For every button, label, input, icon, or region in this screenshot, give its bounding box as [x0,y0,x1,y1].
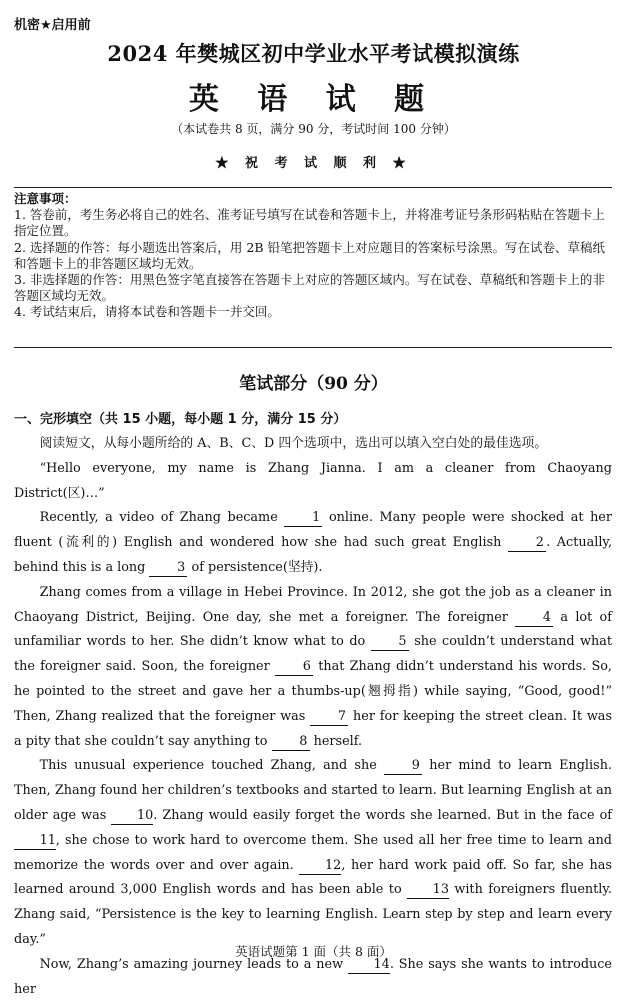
notes-heading: 注意事项： [14,191,77,206]
passage-text: that Zhang didn’t understand his words. So, he pointed to the street and gave her a thumbs-up(翘拇指) while saying, “Good, good!” Then, Zhang realized that the foreigner was [14,659,613,724]
passage-text: with foreigners fluently. Zhang said, “Persistence is the key to learning English. Learn step by step and learn every day.” [14,882,612,947]
passage [14,432,612,1002]
passage-text: This unusual experience touched Zhang, and she [39,758,377,774]
passage-text: Recently, a video of Zhang became [39,510,278,526]
blank-3: 3 [149,560,187,577]
passage-paragraph [14,953,612,1002]
blank-4: 4 [515,610,553,627]
note-item: 3. 非选择题的作答：用黑色签字笔直接答在答题卡上对应的答题区域内。写在试卷、草稿纸和答题卡上的非答题区域均无效。 [14,272,605,304]
blank-8: 8 [272,734,310,751]
passage-text: , her hard work paid off. So far, she has learned around 3,000 English words and has been able to [14,857,612,898]
passage-text: online. Many people were shocked at her fluent (流利的) English and wondered how she had such great English [14,510,612,551]
blank-12: 12 [299,858,341,875]
note-item: 1. 答卷前，考生务必将自己的姓名、准考证号填写在试卷和答题卡上，并将准考证号条形码粘贴在答题卡上指定位置。 [14,207,605,239]
note-item: 4. 考试结束后，请将本试卷和答题卡一并交回。 [14,304,280,320]
passage-text: herself. [313,733,363,749]
passage-text: she couldn’t understand what the foreigner said. Soon, the foreigner [14,634,612,675]
subject-title: 英 语 试 题 [188,82,439,117]
passage-text: Now, Zhang’s amazing journey leads to a new [39,956,344,972]
part-title: 一、完形填空（共 15 小题，每小题 1 分，满分 15 分） [14,412,347,427]
passage-text: Zhang comes from a village in Hebei Province. In 2012, she got the job as a cleaner in Chaoyang District, Beijing. One day, she met a foreigner. The foreigner [14,584,612,625]
passage-text: . She says she wants to introduce her [14,956,612,997]
passage-text: her for keeping the street clean. It was a pity that she couldn’t say anything to [14,708,613,749]
good-luck-wish: ★ 祝 考 试 顺 利 ★ [215,156,412,171]
blank-10: 10 [111,808,153,825]
passage-text: . Zhang would easily forget the words she learned. But in the face of [153,807,613,823]
passage-paragraph: “Hello everyone, my name is Zhang Jianna. I am a cleaner from Chaoyang District(区)…” [14,460,612,501]
note-item: 2. 选择题的作答：每小题选出答案后，用 2B 铅笔把答题卡上对应题目的答案标号涂黑。写在试卷、草稿纸和答题卡上的非答题区域均无效。 [14,239,605,271]
passage-paragraph [14,581,612,755]
passage-text: her mind to learn English. Then, Zhang found her children’s textbooks and started to learn. But learning English at an older age was [14,758,612,823]
passage-text: of persistence(坚持). [191,559,323,575]
notes-section [14,191,612,321]
blank-11: 11 [14,833,56,850]
blank-6: 6 [275,659,313,676]
passage-text: . Actually, behind this is a long [14,535,613,575]
page-footer: 英语试题第 1 面（共 8 面） [235,944,392,959]
blank-1: 1 [284,510,322,527]
blank-13: 13 [407,882,449,899]
exam-info: （本试卷共 8 页，满分 90 分，考试时间 100 分钟） [171,122,456,136]
passage-text: , she chose to work hard to overcome them. She used all her free time to learn and memorize the words over and over again. [14,832,612,873]
section-title: 笔试部分（90 分） [239,374,388,394]
passage-paragraph [14,506,612,580]
instruction: 阅读短文，从每小题所给的 A、B、C、D 四个选项中，选出可以填入空白处的最佳选项。 [39,436,548,451]
top-divider [14,187,612,188]
bottom-divider [14,347,612,348]
blank-5: 5 [371,634,409,651]
exam-title: 2024 年樊城区初中学业水平考试模拟演练 [107,41,520,66]
blank-9: 9 [384,758,422,775]
passage-paragraph [14,754,612,952]
blank-7: 7 [310,709,348,726]
blank-14: 14 [348,957,390,974]
blank-2: 2 [508,535,546,552]
confidential-label: 机密★启用前 [14,18,91,33]
passage-text: a lot of unfamiliar words to her. She didn’t know what to do [14,609,612,650]
